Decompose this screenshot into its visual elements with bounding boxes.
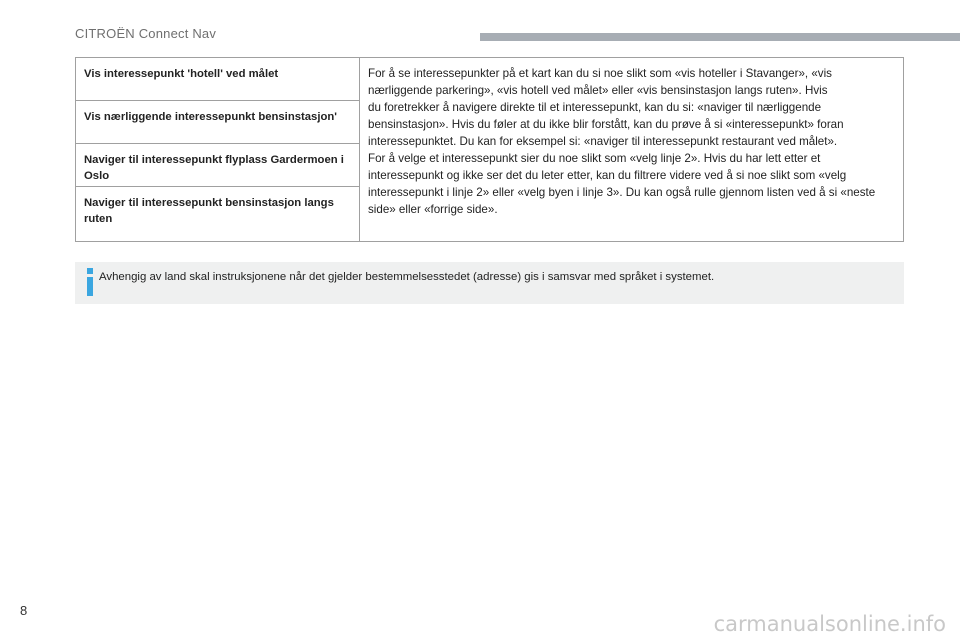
command-cell: Naviger til interessepunkt bensinstasjon langs ruten (76, 187, 360, 242)
watermark: carmanualsonline.info (713, 612, 946, 636)
description-line: side» eller «forrige side». (368, 203, 498, 216)
info-note-text: Avhengig av land skal instruksjonene når det gjelder bestemmelsesstedet (adresse) gis i samsvar med språket i systemet. (99, 271, 715, 283)
command-cell: Vis nærliggende interessepunkt bensinstasjon' (76, 101, 360, 144)
description-line: For å se interessepunkter på et kart kan du si noe slikt som «vis hoteller i Stavanger», «vis (368, 67, 832, 80)
description-line: interessepunkt i linje 2» eller «velg byen i linje 3». Du kan også rulle gjennom listen ved å si «neste (368, 186, 876, 199)
description-cell (360, 58, 904, 242)
command-cell: Vis interessepunkt 'hotell' ved målet (76, 58, 360, 101)
description-line: du foretrekker å navigere direkte til et interessepunkt, kan du si: «naviger til nærliggende (368, 101, 822, 114)
voice-commands-table (75, 57, 904, 242)
description-line: interessepunkt og ikke ser det du leter etter, kan du filtrere videre ved å si noe slikt som «velg (368, 169, 847, 182)
command-cell: Naviger til interessepunkt flyplass Gardermoen i Oslo (76, 144, 360, 187)
description-line: nærliggende parkering», «vis hotell ved målet» eller «vis bensinstasjon langs ruten». Hvis (368, 84, 828, 97)
info-icon (86, 268, 94, 296)
description-line: For å velge et interessepunkt sier du noe slikt som «velg linje 2». Hvis du har lett etter et (368, 152, 821, 165)
info-note (75, 262, 904, 304)
table-row (76, 58, 904, 101)
header-bar (480, 33, 960, 41)
page-number: 8 (20, 603, 28, 618)
description-line: bensinstasjon». Hvis du føler at du ikke blir forstått, kan du prøve å si «interessepunkt» foran (368, 118, 844, 131)
document-header-title: CITROËN Connect Nav (75, 26, 217, 41)
description-line: interessepunktet. Du kan for eksempel si: «naviger til interessepunkt restaurant ved målet». (368, 135, 838, 148)
